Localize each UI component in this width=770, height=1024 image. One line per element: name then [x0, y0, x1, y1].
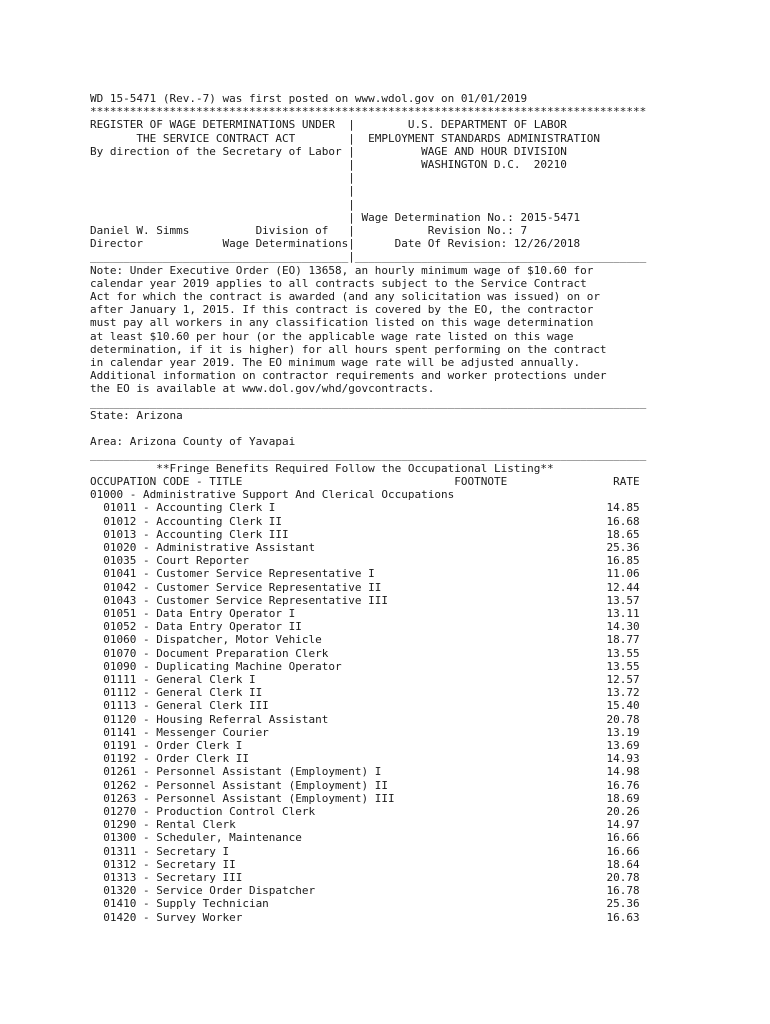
document-line: 01020 - Administrative Assistant 25.36 [90, 540, 640, 554]
document-line: 01120 - Housing Referral Assistant 20.78 [90, 712, 640, 726]
document-line: Additional information on contractor requirements and worker protections under [90, 369, 607, 383]
document-line: 01011 - Accounting Clerk I 14.85 [90, 501, 640, 515]
document-line: 01311 - Secretary I 16.66 [90, 844, 640, 858]
document-line: after January 1, 2015. If this contract is covered by the EO, the contractor [90, 303, 594, 317]
document-line: 01191 - Order Clerk I 13.69 [90, 738, 640, 752]
document-line: Act for which the contract is awarded (and any solicitation was issued) on or [90, 290, 600, 304]
document-line: calendar year 2019 applies to all contracts subject to the Service Contract [90, 276, 587, 290]
document-line: 01312 - Secretary II 18.64 [90, 857, 640, 871]
document-line: 01262 - Personnel Assistant (Employment) II 16.76 [90, 778, 640, 792]
document-line: 01261 - Personnel Assistant (Employment) I 14.98 [90, 765, 640, 779]
document-line: 01013 - Accounting Clerk III 18.65 [90, 527, 640, 541]
document-line: 01141 - Messenger Courier 13.19 [90, 725, 640, 739]
document-line: the EO is available at www.dol.gov/whd/govcontracts. [90, 382, 435, 396]
document-line: 01060 - Dispatcher, Motor Vehicle 18.77 [90, 633, 640, 647]
document-line: 01270 - Production Control Clerk 20.26 [90, 804, 640, 818]
document-line: Note: Under Executive Order (EO) 13658, an hourly minimum wage of $10.60 for [90, 263, 594, 277]
document-line: ____________________________________________________________________________________ [90, 395, 647, 409]
document-line: 01052 - Data Entry Operator II 14.30 [90, 620, 640, 634]
document-line: By direction of the Secretary of Labor | WAGE AND HOUR DIVISION [90, 144, 567, 158]
document-line: ************************************************************************************ [90, 105, 647, 119]
document-line: 01313 - Secretary III 20.78 [90, 870, 640, 884]
document-line: WD 15-5471 (Rev.-7) was first posted on www.wdol.gov on 01/01/2019 [90, 92, 528, 105]
document-line: Director Wage Determinations| Date Of Revision: 12/26/2018 [90, 237, 581, 251]
document-line: State: Arizona [90, 408, 183, 422]
document-line: _______________________________________|____________________________________________ [90, 250, 647, 264]
document-line: | [90, 171, 355, 185]
document-line: determination, if it is higher) for all hours spent performing on the contract [90, 342, 607, 356]
document-line: must pay all workers in any classification listed on this wage determination [90, 316, 594, 330]
document-line: 01041 - Customer Service Representative I 11.06 [90, 567, 640, 581]
document-line: 01090 - Duplicating Machine Operator 13.55 [90, 659, 640, 673]
document-line: 01070 - Document Preparation Clerk 13.55 [90, 646, 640, 660]
document-line: 01000 - Administrative Support And Clerical Occupations [90, 488, 455, 502]
document-line: 01112 - General Clerk II 13.72 [90, 686, 640, 700]
wage-determination-document [90, 92, 646, 924]
document-line: 01192 - Order Clerk II 14.93 [90, 752, 640, 766]
document-line: 01043 - Customer Service Representative III 13.57 [90, 593, 640, 607]
document-line: 01012 - Accounting Clerk II 16.68 [90, 514, 640, 528]
document-line: 01300 - Scheduler, Maintenance 16.66 [90, 831, 640, 845]
document-line: 01263 - Personnel Assistant (Employment) III 18.69 [90, 791, 640, 805]
document-line: in calendar year 2019. The EO minimum wage rate will be adjusted annually. [90, 356, 581, 370]
document-line: REGISTER OF WAGE DETERMINATIONS UNDER | U.S. DEPARTMENT OF LABOR [90, 118, 567, 132]
document-line: 01042 - Customer Service Representative II 12.44 [90, 580, 640, 594]
document-line: OCCUPATION CODE - TITLE FOOTNOTE RATE [90, 474, 640, 488]
document-line: **Fringe Benefits Required Follow the Occupational Listing** [90, 461, 554, 475]
document-line: | [90, 184, 355, 198]
document-line: 01320 - Service Order Dispatcher 16.78 [90, 884, 640, 898]
document-line: 01420 - Survey Worker 16.63 [90, 910, 640, 924]
document-line: Area: Arizona County of Yavapai [90, 435, 296, 449]
document-line: at least $10.60 per hour (or the applicable wage rate listed on this wage [90, 329, 574, 343]
document-line: | WASHINGTON D.C. 20210 [90, 158, 567, 172]
document-line [90, 422, 646, 435]
document-line: 01035 - Court Reporter 16.85 [90, 554, 640, 568]
document-line: 01290 - Rental Clerk 14.97 [90, 818, 640, 832]
document-line: 01051 - Data Entry Operator I 13.11 [90, 606, 640, 620]
document-line: ____________________________________________________________________________________ [90, 448, 647, 462]
document-line: | [90, 197, 355, 211]
document-line: 01410 - Supply Technician 25.36 [90, 897, 640, 911]
document-line: 01113 - General Clerk III 15.40 [90, 699, 640, 713]
document-line: THE SERVICE CONTRACT ACT | EMPLOYMENT STANDARDS ADMINISTRATION [90, 131, 600, 145]
document-line: Daniel W. Simms Division of | Revision No.: 7 [90, 224, 528, 238]
document-line: 01111 - General Clerk I 12.57 [90, 672, 640, 686]
document-line: | Wage Determination No.: 2015-5471 [90, 210, 581, 224]
